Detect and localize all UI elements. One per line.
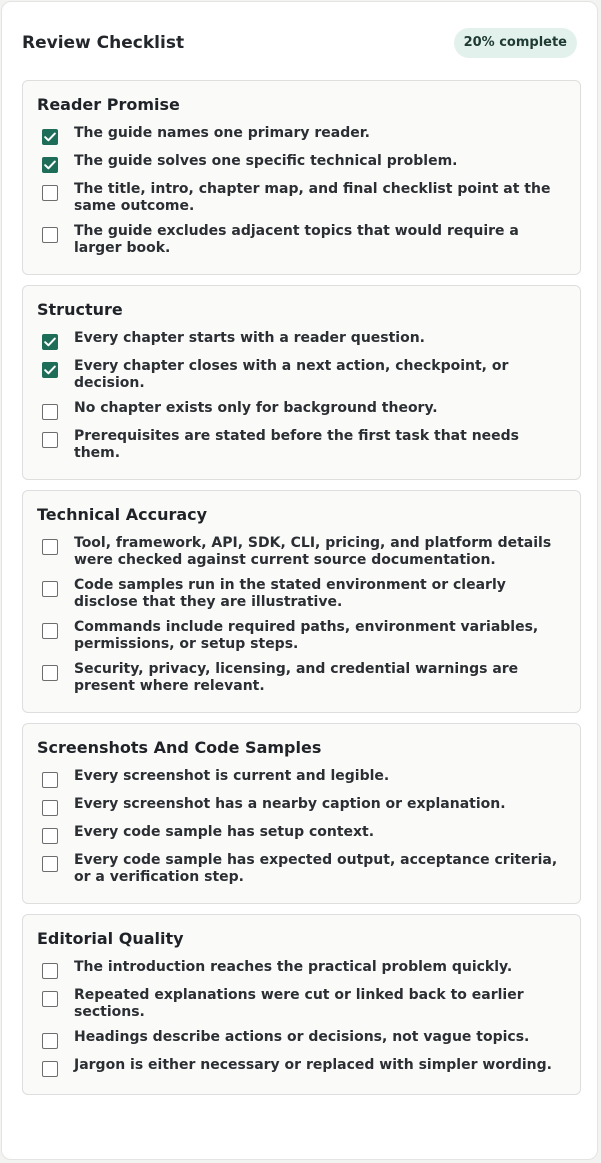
- checklist-item[interactable]: [37, 852, 566, 886]
- checklist-item-label: The title, intro, chapter map, and final checklist point at the same outcome.: [74, 181, 551, 214]
- checkbox-unchecked[interactable]: [42, 800, 58, 816]
- checklist-item-label: The guide solves one specific technical problem.: [74, 153, 458, 169]
- checklist-item[interactable]: [37, 330, 566, 350]
- checkbox-unchecked[interactable]: [42, 404, 58, 420]
- section-title: Editorial Quality: [37, 929, 184, 948]
- checklist-item-label: Every screenshot has a nearby caption or explanation.: [74, 796, 506, 812]
- checklist-item[interactable]: [37, 400, 566, 420]
- checklist-item[interactable]: [37, 824, 566, 844]
- checklist-item[interactable]: [37, 428, 566, 462]
- checklist-item[interactable]: [37, 796, 566, 816]
- checklist-item[interactable]: [37, 535, 566, 569]
- checklist-item-label: No chapter exists only for background theory.: [74, 400, 438, 416]
- checklist-item[interactable]: [37, 619, 566, 653]
- checkmark-icon: [44, 160, 56, 170]
- checklist-item[interactable]: [37, 661, 566, 695]
- checkmark-icon: [44, 132, 56, 142]
- checklist-item-label: Security, privacy, licensing, and credential warnings are present where relevant.: [74, 661, 519, 694]
- checklist-item[interactable]: [37, 153, 566, 173]
- checklist-item[interactable]: [37, 1057, 566, 1077]
- checklist-header: [22, 28, 577, 58]
- section-reader-promise: [22, 80, 581, 275]
- checkbox-unchecked[interactable]: [42, 963, 58, 979]
- checklist-item-label: Headings describe actions or decisions, not vague topics.: [74, 1029, 530, 1045]
- checkbox-unchecked[interactable]: [42, 581, 58, 597]
- checkbox-checked[interactable]: [42, 157, 58, 173]
- section-title: Technical Accuracy: [37, 505, 208, 524]
- checkbox-unchecked[interactable]: [42, 1061, 58, 1077]
- checkbox-checked[interactable]: [42, 334, 58, 350]
- section-screenshots-and-code-samples: [22, 723, 581, 904]
- checkbox-unchecked[interactable]: [42, 1033, 58, 1049]
- checklist-item-label: Code samples run in the stated environment or clearly disclose that they are illustrative.: [74, 577, 506, 610]
- checklist-item-label: The guide names one primary reader.: [74, 125, 370, 141]
- checklist-item-label: The guide excludes adjacent topics that would require a larger book.: [74, 223, 519, 256]
- checkbox-unchecked[interactable]: [42, 623, 58, 639]
- checkbox-checked[interactable]: [42, 362, 58, 378]
- checklist-sections: [22, 80, 581, 1105]
- checkbox-unchecked[interactable]: [42, 772, 58, 788]
- section-structure: [22, 285, 581, 480]
- progress-badge: 20% complete: [454, 28, 577, 58]
- checkbox-unchecked[interactable]: [42, 828, 58, 844]
- checklist-item-label: Prerequisites are stated before the first task that needs them.: [74, 428, 519, 461]
- checklist-item[interactable]: [37, 768, 566, 788]
- checklist-item[interactable]: [37, 181, 566, 215]
- checkbox-unchecked[interactable]: [42, 185, 58, 201]
- checklist-item-label: Jargon is either necessary or replaced with simpler wording.: [74, 1057, 552, 1073]
- checklist-item-label: Commands include required paths, environment variables, permissions, or setup steps.: [74, 619, 539, 652]
- checkbox-unchecked[interactable]: [42, 227, 58, 243]
- checkbox-unchecked[interactable]: [42, 665, 58, 681]
- checklist-item[interactable]: [37, 1029, 566, 1049]
- checkbox-unchecked[interactable]: [42, 856, 58, 872]
- checkbox-unchecked[interactable]: [42, 432, 58, 448]
- checkbox-checked[interactable]: [42, 129, 58, 145]
- checkbox-unchecked[interactable]: [42, 991, 58, 1007]
- checklist-panel: [1, 1, 598, 1160]
- checklist-item[interactable]: [37, 223, 566, 257]
- checklist-item-label: Tool, framework, API, SDK, CLI, pricing, and platform details were checked against current source documentation.: [74, 535, 552, 568]
- checklist-item-label: The introduction reaches the practical problem quickly.: [74, 959, 513, 975]
- checklist-item-label: Every code sample has setup context.: [74, 824, 375, 840]
- section-editorial-quality: [22, 914, 581, 1095]
- checklist-item[interactable]: [37, 125, 566, 145]
- checklist-item-label: Every chapter closes with a next action, checkpoint, or decision.: [74, 358, 509, 391]
- checkmark-icon: [44, 337, 56, 347]
- checklist-item[interactable]: [37, 959, 566, 979]
- section-title: Screenshots And Code Samples: [37, 738, 322, 757]
- checkbox-unchecked[interactable]: [42, 539, 58, 555]
- section-title: Reader Promise: [37, 95, 180, 114]
- checklist-item[interactable]: [37, 987, 566, 1021]
- checklist-item-label: Every code sample has expected output, acceptance criteria, or a verification step.: [74, 852, 558, 885]
- checklist-item[interactable]: [37, 358, 566, 392]
- checklist-item-label: Repeated explanations were cut or linked back to earlier sections.: [74, 987, 524, 1020]
- checkmark-icon: [44, 365, 56, 375]
- checklist-item[interactable]: [37, 577, 566, 611]
- checklist-item-label: Every screenshot is current and legible.: [74, 768, 390, 784]
- section-title: Structure: [37, 300, 123, 319]
- checklist-item-label: Every chapter starts with a reader question.: [74, 330, 426, 346]
- page-title: Review Checklist: [22, 33, 185, 53]
- section-technical-accuracy: [22, 490, 581, 713]
